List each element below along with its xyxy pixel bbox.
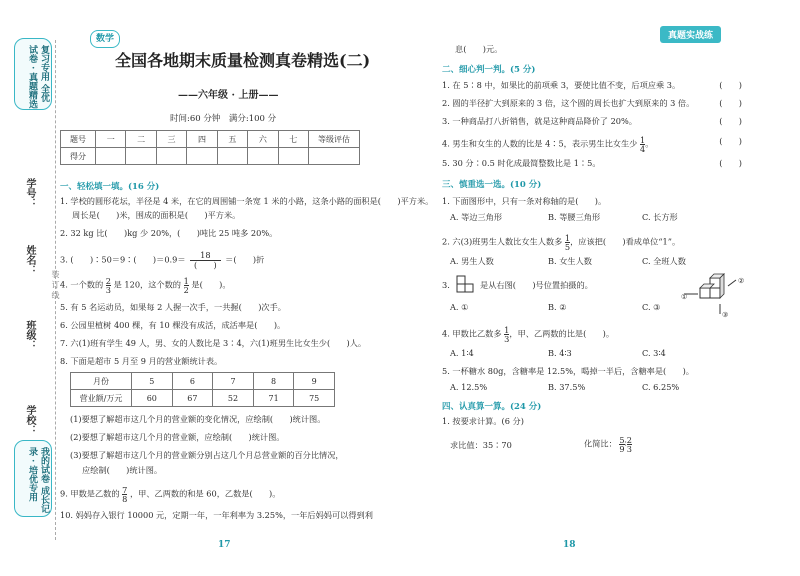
s3-q3-text: 是从右图( )号位置拍摄的。 [480, 280, 593, 290]
section2-list [442, 80, 742, 170]
s4-q1: 1. 按要求计算。(6 分) [442, 416, 524, 426]
revenue-table [70, 372, 335, 407]
subject-badge: 数学 [90, 30, 120, 48]
section3-title: 三、慎重选一选。(10 分) [442, 180, 542, 190]
revenue-label: 营业额/万元 [71, 390, 132, 407]
judge-answer[interactable]: ( ) [719, 98, 742, 108]
score-header: 七 [278, 131, 308, 148]
revenue-header: 月份 [71, 373, 132, 390]
revenue-header: 5 [132, 373, 173, 390]
score-cell[interactable] [248, 148, 278, 165]
position-2-label: ② [738, 277, 745, 285]
revenue-value: 67 [172, 390, 213, 407]
s3-q4-opt-b[interactable]: B. 4∶3 [548, 348, 572, 358]
score-header: 三 [156, 131, 186, 148]
section2-title: 二、细心判一判。(5 分) [442, 65, 536, 75]
s3-q1-opt-b[interactable]: B. 等腰三角形 [548, 212, 601, 222]
section1-title: 一、轻松填一填。(16 分) [60, 182, 160, 192]
score-cell[interactable] [217, 148, 247, 165]
score-header: 五 [217, 131, 247, 148]
s1-q10: 10. 妈妈存入银行 10000 元，定期一年，一年利率为 3.25%，一年后妈妈可以得到利 [60, 510, 373, 520]
score-table [60, 130, 360, 165]
judge-item: 2. 圆的半径扩大到原来的 3 倍，这个圆的周长也扩大到原来的 3 倍。 [442, 98, 695, 108]
grade-label: ——六年级 · 上册—— [178, 90, 279, 101]
s3-q5-opt-c[interactable]: C. 6.25% [642, 382, 680, 392]
judge-item: 3. 一种商品打八折销售，就是这种商品降价了 20%。 [442, 116, 637, 126]
s4-sub2: 化简比： $\frac{5}{9}∶$ $\frac{2}{3}$ [584, 435, 632, 454]
s3-q1: 1. 下面图形中，只有一条对称轴的是( )。 [442, 196, 607, 206]
s1-q5: 5. 有 5 名运动员，如果每 2 人握一次手，一共握( )次手。 [60, 302, 286, 312]
s1-q2: 2. 32 kg 比( )kg 少 20%，( )吨比 25 吨多 20%。 [60, 228, 278, 238]
s3-q5: 5. 一杯糖水 80g，含糖率是 12.5%，喝掉一半后，含糖率是( )。 [442, 366, 694, 376]
top-binding-card [14, 38, 52, 110]
revenue-value: 52 [213, 390, 254, 407]
judge-answer[interactable]: ( ) [719, 80, 742, 90]
score-header: 一 [96, 131, 126, 148]
s3-q1-opt-c[interactable]: C. 长方形 [642, 212, 678, 222]
cut-note: 装 订 线 [51, 270, 60, 300]
page-number-right: 18 [563, 540, 576, 550]
score-row-label: 得分 [61, 148, 96, 165]
revenue-header: 7 [213, 373, 254, 390]
revenue-header: 8 [253, 373, 294, 390]
s3-q4-opt-c[interactable]: C. 3∶4 [642, 348, 666, 358]
judge-answer[interactable]: ( ) [719, 136, 742, 146]
s3-q3-opt-a[interactable]: A. ① [450, 302, 469, 312]
bottom-card-text: 我的试卷 成长记录 · 培优专用 [27, 447, 49, 514]
s3-q1-opt-a[interactable]: A. 等边三角形 [450, 212, 503, 222]
revenue-value: 71 [253, 390, 294, 407]
s1-q1-cont: 周长是( )米，围成的面积是( )平方米。 [72, 210, 241, 220]
r-cont: 息( )元。 [455, 44, 503, 54]
s1-q9: 9. 甲数是乙数的 $\frac{7}{8}$ ，甲、乙两数的和是 60，乙数是( )。 [60, 485, 281, 504]
s3-q4-opt-a[interactable]: A. 1∶4 [450, 348, 474, 358]
s1-q1: 1. 学校的圆形花坛，半径是 4 米，在它的周围铺一条宽 1 米的小路，这条小路的面积是( )平方米。 [60, 196, 434, 206]
revenue-value: 75 [294, 390, 335, 407]
position-3-label: ③ [722, 311, 729, 319]
practice-badge: 真题实战练 [660, 26, 721, 43]
judge-item: 1. 在 5∶8 中，如果比的前项乘 3，要使比值不变，后项应乘 3。 [442, 80, 681, 90]
position-1-label: ① [681, 293, 688, 301]
revenue-value: 60 [132, 390, 173, 407]
judge-answer[interactable]: ( ) [719, 116, 742, 126]
field-class: 班级： [24, 320, 35, 350]
top-card-text: 复习专用 全优试卷 · 真题精选 [27, 45, 49, 109]
field-student-no: 学号： [24, 178, 35, 208]
score-cell[interactable] [187, 148, 217, 165]
s3-q5-opt-a[interactable]: A. 12.5% [450, 382, 488, 392]
s1-q4: 4. 一个数的 $\frac{2}{3}$ 是 120，这个数的 $\frac{1}{2}$ 是( )。 [60, 276, 231, 295]
score-cell[interactable] [126, 148, 156, 165]
s3-q3-opt-c[interactable]: C. ③ [642, 302, 661, 312]
score-table-header-row [61, 131, 360, 148]
s3-q2-opt-a[interactable]: A. 男生人数 [450, 256, 494, 266]
page-number-left: 17 [218, 540, 231, 550]
score-header: 四 [187, 131, 217, 148]
score-header: 六 [248, 131, 278, 148]
bottom-binding-card [14, 440, 52, 517]
s3-q3: 3. [442, 280, 450, 290]
s3-q2-opt-b[interactable]: B. 女生人数 [548, 256, 592, 266]
s3-q3-opt-b[interactable]: B. ② [548, 302, 567, 312]
score-table-row [61, 148, 360, 165]
score-header: 题号 [61, 131, 96, 148]
s1-q8-1: (1)要想了解超市这几个月的营业额的变化情况，应绘制( )统计图。 [70, 414, 326, 424]
revenue-row [71, 390, 335, 407]
score-cell[interactable] [156, 148, 186, 165]
judge-item: 5. 30 分∶0.5 时化成最简整数比是 1∶5。 [442, 158, 601, 168]
revenue-header: 6 [172, 373, 213, 390]
score-cell[interactable] [278, 148, 308, 165]
s1-q8-2: (2)要想了解超市这几个月的营业额，应绘制( )统计图。 [70, 432, 285, 442]
s1-q3: 3. ( )∶50＝9∶( )＝0.9＝ 18 ( ) ＝( )折 [60, 250, 265, 270]
s3-q4: 4. 甲数比乙数多 $\frac{1}{3}$，甲、乙两数的比是( )。 [442, 325, 615, 344]
section4-title: 四、认真算一算。(24 分) [442, 402, 542, 412]
s3-q2-opt-c[interactable]: C. 全班人数 [642, 256, 686, 266]
field-name: 姓名： [24, 245, 35, 275]
s1-q8: 8. 下面是超市 5 月至 9 月的营业额统计表。 [60, 356, 223, 366]
revenue-header: 9 [294, 373, 335, 390]
judge-item: 4. 男生和女生的人数的比是 4∶5，表示男生比女生少 $\frac{1}{4}$。 [442, 135, 654, 154]
s1-q8-3: (3)要想了解超市这几个月的营业额分别占这几个月总营业额的百分比情况， [70, 450, 344, 460]
s1-q8-3-cont: 应绘制( )统计图。 [82, 465, 163, 475]
s1-q7: 7. 六(1)班有学生 49 人，男、女的人数比是 3∶4，六(1)班男生比女生少( )人。 [60, 338, 367, 348]
s1-q6: 6. 公园里植树 400 棵，有 10 棵没有成活，成活率是( )。 [60, 320, 286, 330]
score-cell[interactable] [96, 148, 126, 165]
score-header: 二 [126, 131, 156, 148]
s3-q5-opt-b[interactable]: B. 37.5% [548, 382, 586, 392]
revenue-header-row [71, 373, 335, 390]
page-title: 全国各地期末质量检测真卷精选(二) [115, 51, 371, 70]
s4-sub1: 求比值：35∶70 [450, 440, 512, 450]
score-header: 等级评估 [309, 131, 360, 148]
field-school: 学校： [24, 405, 35, 435]
judge-answer[interactable]: ( ) [719, 158, 742, 168]
time-info: 时间:60 分钟 满分:100 分 [170, 114, 277, 124]
score-cell[interactable] [309, 148, 360, 165]
s3-q2: 2. 六(3)班男生人数比女生人数多 $\frac{1}{5}$，应该把( )看成单位“1”。 [442, 233, 681, 252]
